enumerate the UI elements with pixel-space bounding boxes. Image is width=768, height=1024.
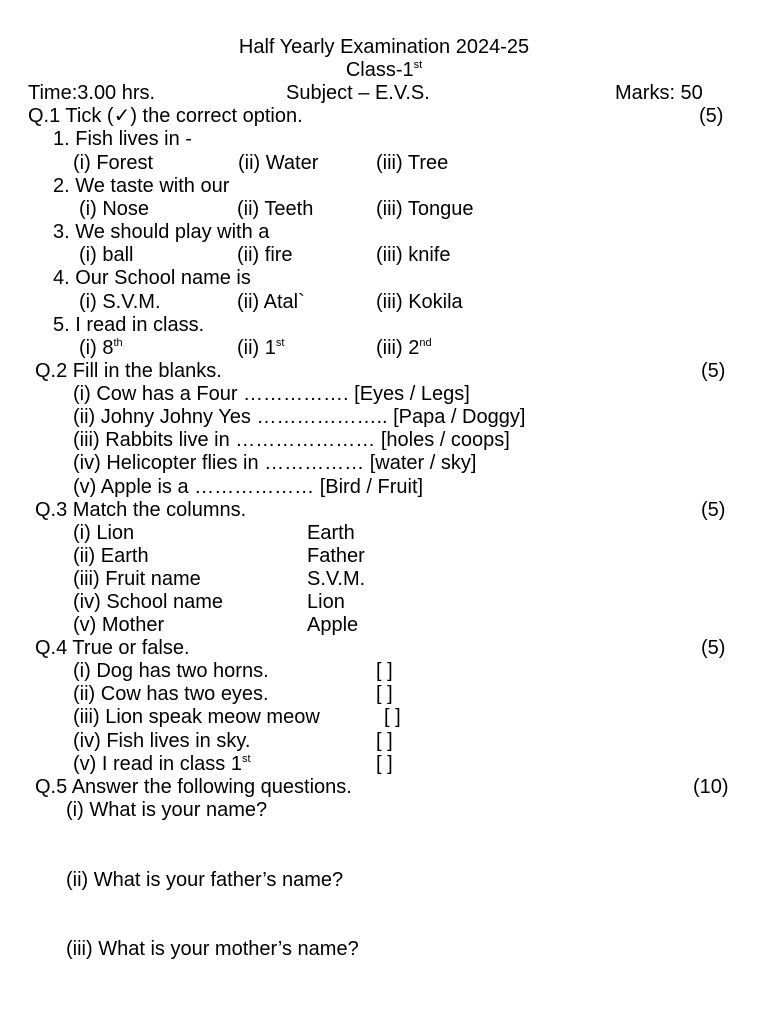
q1-item-2-option-2: (ii) Teeth bbox=[237, 198, 314, 220]
q4-marks: (5) bbox=[701, 637, 726, 659]
q2-item-2: (ii) Johny Johny Yes ……………….. [Papa / Doggy] bbox=[73, 406, 526, 428]
q3-left-3: (iii) Fruit name bbox=[73, 568, 201, 590]
q1-item-1-option-2: (ii) Water bbox=[238, 152, 319, 174]
q3-right-2: Father bbox=[307, 545, 365, 567]
q1-item-4-option-1: (i) S.V.M. bbox=[79, 291, 161, 313]
q2-item-1: (i) Cow has a Four ……………. [Eyes / Legs] bbox=[73, 383, 470, 405]
q2-item-4: (iv) Helicopter flies in …………… [water / sky] bbox=[73, 452, 477, 474]
q3-left-5: (v) Mother bbox=[73, 614, 165, 636]
q1-item-5-option-3: (iii) 2nd bbox=[376, 337, 432, 359]
q1-item-1-option-3: (iii) Tree bbox=[376, 152, 449, 174]
q2-title: Q.2 Fill in the blanks. bbox=[35, 360, 222, 382]
q1-item-5-option-2: (ii) 1st bbox=[237, 337, 285, 359]
q4-item-1: (i) Dog has two horns. bbox=[73, 660, 269, 682]
q4-bracket-1[interactable]: [ ] bbox=[376, 660, 393, 682]
q1-item-3-option-1: (i) ball bbox=[79, 244, 134, 266]
exam-title: Half Yearly Examination 2024-25 bbox=[238, 36, 530, 58]
q4-bracket-3[interactable]: [ ] bbox=[384, 706, 401, 728]
q5-marks: (10) bbox=[693, 776, 729, 798]
q4-item-2: (ii) Cow has two eyes. bbox=[73, 683, 269, 705]
q1-item-4: 4. Our School name is bbox=[53, 267, 251, 289]
q1-item-1: 1. Fish lives in - bbox=[53, 128, 192, 150]
q3-left-2: (ii) Earth bbox=[73, 545, 149, 567]
q4-bracket-2[interactable]: [ ] bbox=[376, 683, 393, 705]
time-label: Time:3.00 hrs. bbox=[28, 82, 156, 104]
q1-item-2-option-3: (iii) Tongue bbox=[376, 198, 474, 220]
marks-label: Marks: 50 bbox=[615, 82, 703, 104]
q1-item-3-option-2: (ii) fire bbox=[237, 244, 293, 266]
q1-item-2-option-1: (i) Nose bbox=[79, 198, 150, 220]
q5-item-1: (i) What is your name? bbox=[66, 799, 268, 821]
class-label: Class-1st bbox=[345, 59, 423, 81]
q5-title: Q.5 Answer the following questions. bbox=[35, 776, 352, 798]
q1-item-1-option-1: (i) Forest bbox=[73, 152, 153, 174]
q1-item-4-option-2: (ii) Atal` bbox=[237, 291, 305, 313]
q3-title: Q.3 Match the columns. bbox=[35, 499, 247, 521]
q2-item-3: (iii) Rabbits live in ………………… [holes / coops] bbox=[73, 429, 510, 451]
q3-left-4: (iv) School name bbox=[73, 591, 224, 613]
q3-left-1: (i) Lion bbox=[73, 522, 135, 544]
q1-title: Q.1 Tick (✓) the correct option. bbox=[28, 105, 303, 127]
q1-item-4-option-3: (iii) Kokila bbox=[376, 291, 463, 313]
q3-marks: (5) bbox=[701, 499, 726, 521]
q4-bracket-4[interactable]: [ ] bbox=[376, 730, 393, 752]
q1-marks: (5) bbox=[699, 105, 724, 127]
q4-item-4: (iv) Fish lives in sky. bbox=[73, 730, 251, 752]
q3-right-3: S.V.M. bbox=[307, 568, 366, 590]
q1-item-5: 5. I read in class. bbox=[53, 314, 205, 336]
q5-item-3: (iii) What is your mother’s name? bbox=[66, 938, 359, 960]
q1-item-5-option-1: (i) 8th bbox=[79, 337, 123, 359]
q3-right-4: Lion bbox=[307, 591, 345, 613]
q3-right-5: Apple bbox=[307, 614, 359, 636]
q4-bracket-5[interactable]: [ ] bbox=[376, 753, 393, 775]
q4-item-5: (v) I read in class 1st bbox=[73, 753, 251, 775]
q4-title: Q.4 True or false. bbox=[35, 637, 190, 659]
subject-label: Subject – E.V.S. bbox=[286, 82, 430, 104]
q2-marks: (5) bbox=[701, 360, 726, 382]
q1-item-3: 3. We should play with a bbox=[53, 221, 270, 243]
q1-item-3-option-3: (iii) knife bbox=[376, 244, 451, 266]
q3-right-1: Earth bbox=[307, 522, 355, 544]
q2-item-5: (v) Apple is a ……………… [Bird / Fruit] bbox=[73, 476, 424, 498]
q5-item-2: (ii) What is your father’s name? bbox=[66, 869, 344, 891]
q1-item-2: 2. We taste with our bbox=[53, 175, 230, 197]
q4-item-3: (iii) Lion speak meow meow bbox=[73, 706, 320, 728]
